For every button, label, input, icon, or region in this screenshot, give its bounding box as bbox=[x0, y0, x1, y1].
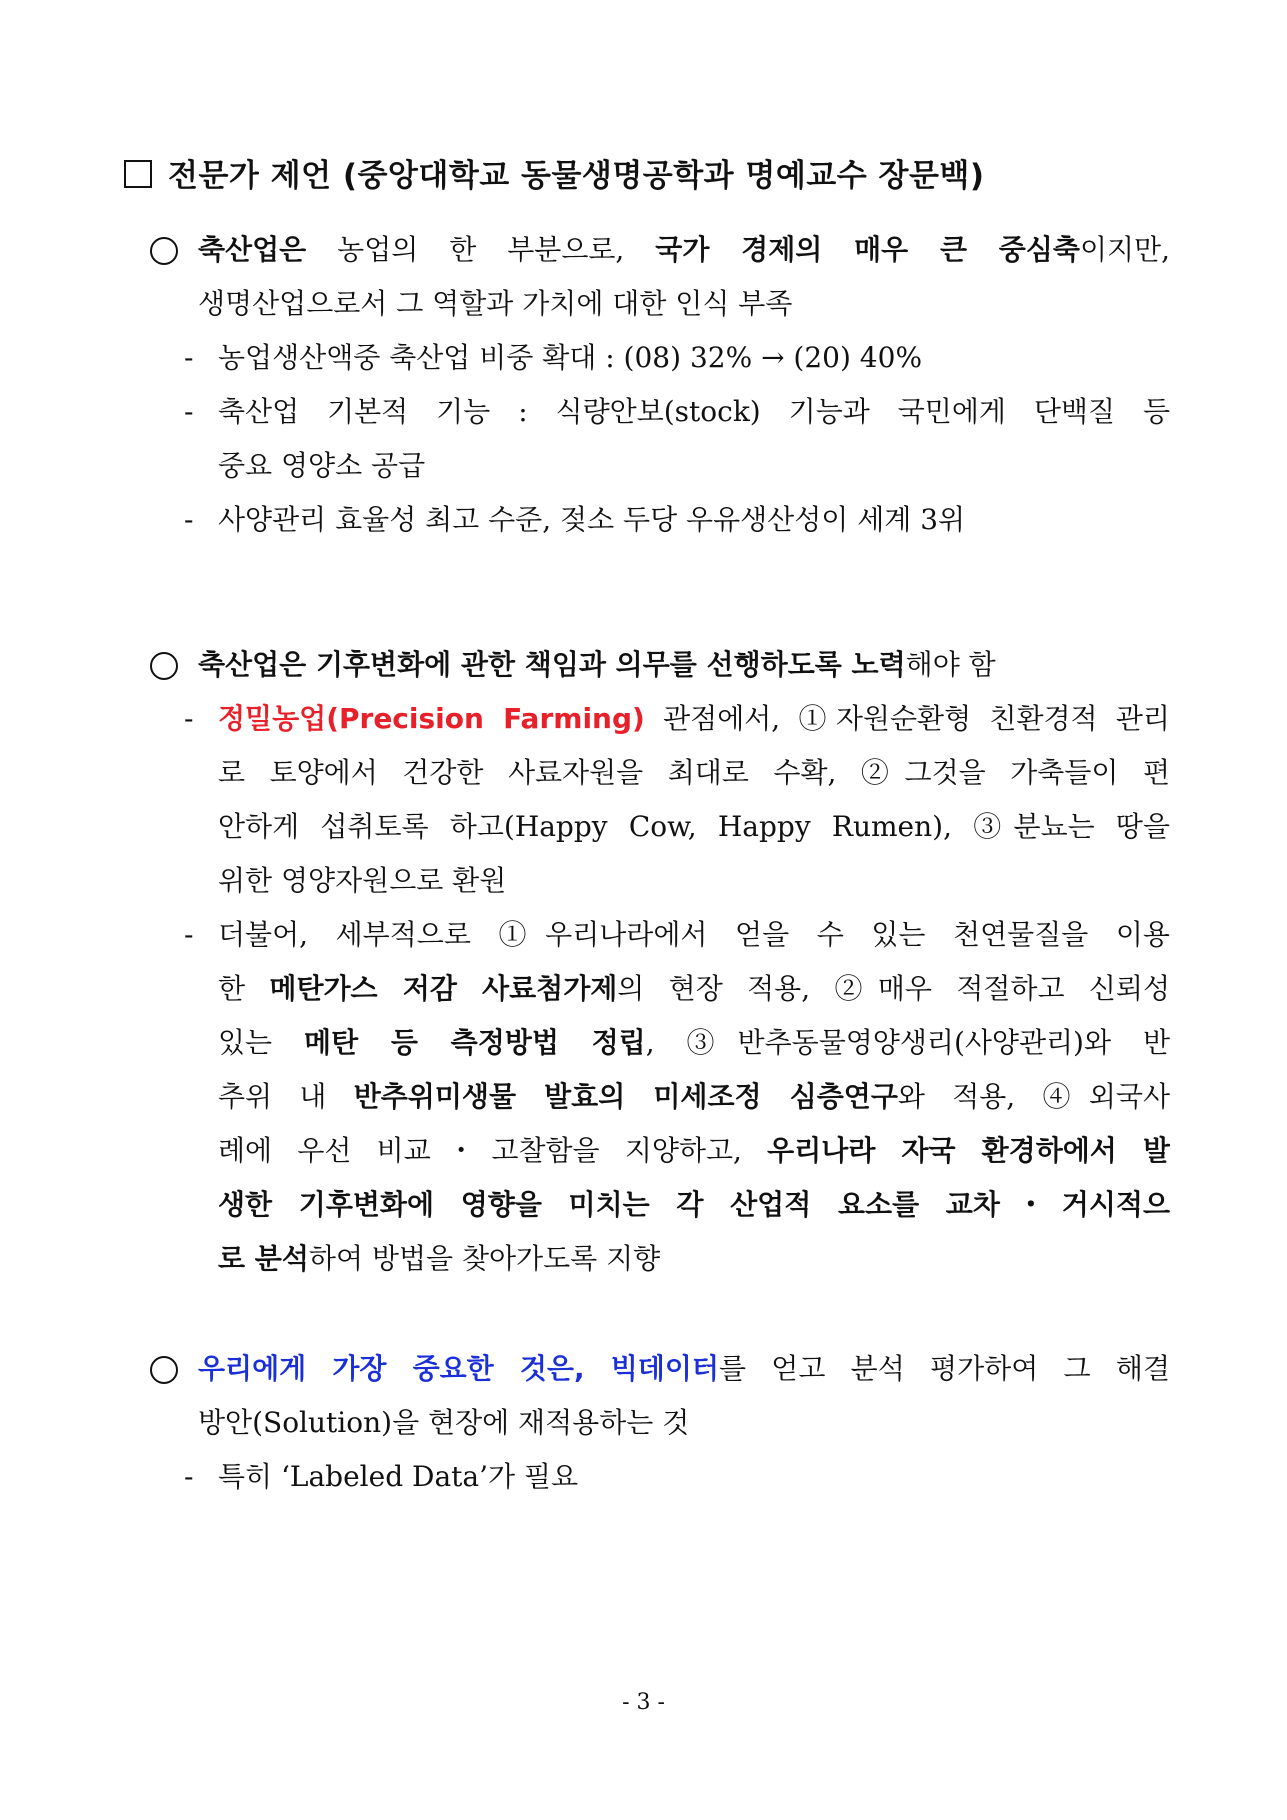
dash-item: - 더불어, 세부적으로 ①우리나라에서 얻을 수 있는 천연물질을 이용 bbox=[184, 918, 1170, 951]
bullet-line: 축산업은 농업의 한 부분으로, 국가 경제의 매우 큰 중심축이지만, bbox=[150, 223, 1170, 277]
circle-bullet-icon bbox=[150, 1356, 178, 1384]
dash-item: - 특히 ‘Labeled Data’가 필요 bbox=[184, 1460, 579, 1493]
dash-continuation: 위한 영양자원으로 환원 bbox=[218, 864, 507, 897]
dash-continuation: 로 토양에서 건강한 사료자원을 최대로 수확, ②그것을 가축들이 편 bbox=[218, 756, 1170, 789]
bullet-line: 축산업은 기후변화에 관한 책임과 의무를 선행하도록 노력해야 함 bbox=[150, 638, 1170, 692]
bullet-line: 우리에게 가장 중요한 것은, 빅데이터를 얻고 분석 평가하여 그 해결 bbox=[150, 1342, 1170, 1396]
checkbox-square-icon bbox=[124, 160, 152, 188]
dash-continuation: 한 메탄가스 저감 사료첨가제의 현장 적용, ②매우 적절하고 신뢰성 bbox=[218, 972, 1170, 1005]
dash-item: - 축산업 기본적 기능 : 식량안보(stock) 기능과 국민에게 단백질 등 bbox=[184, 395, 1170, 428]
dash-continuation: 중요 영양소 공급 bbox=[218, 449, 426, 482]
dash-item: - 사양관리 효율성 최고 수준, 젖소 두당 우유생산성이 세계 3위 bbox=[184, 503, 966, 536]
dash-continuation: 례에 우선 비교・고찰함을 지양하고, 우리나라 자국 환경하에서 발 bbox=[218, 1134, 1170, 1167]
dash-continuation: 있는 메탄 등 측정방법 정립, ③반추동물영양생리(사양관리)와 반 bbox=[218, 1026, 1170, 1059]
section-title: 전문가 제언 (중앙대학교 동물생명공학과 명예교수 장문백) bbox=[124, 150, 985, 195]
dash-continuation: 생한 기후변화에 영향을 미치는 각 산업적 요소를 교차・거시적으 bbox=[218, 1188, 1170, 1221]
section-livestock-importance bbox=[150, 223, 1170, 547]
section-big-data bbox=[150, 1342, 1170, 1504]
bullet-continuation: 생명산업으로서 그 역할과 가치에 대한 인식 부족 bbox=[198, 287, 793, 320]
bullet-continuation: 방안(Solution)을 현장에 재적용하는 것 bbox=[198, 1406, 690, 1439]
circle-bullet-icon bbox=[150, 652, 178, 680]
dash-continuation: 안하게 섭취토록 하고(Happy Cow, Happy Rumen), ③분뇨는 땅을 bbox=[218, 810, 1170, 843]
dash-item: - 농업생산액중 축산업 비중 확대 : (08) 32% → (20) 40% bbox=[184, 341, 923, 374]
page-number: - 3 - bbox=[622, 1690, 665, 1715]
section-climate-responsibility bbox=[150, 638, 1170, 1286]
dash-continuation: 로 분석하여 방법을 찾아가도록 지향 bbox=[218, 1242, 661, 1275]
circle-bullet-icon bbox=[150, 237, 178, 265]
dash-item: - 정밀농업(Precision Farming) 관점에서, ①자원순환형 친환경적 관리 bbox=[184, 702, 1170, 735]
dash-continuation: 추위 내 반추위미생물 발효의 미세조정 심층연구와 적용, ④외국사 bbox=[218, 1080, 1170, 1113]
